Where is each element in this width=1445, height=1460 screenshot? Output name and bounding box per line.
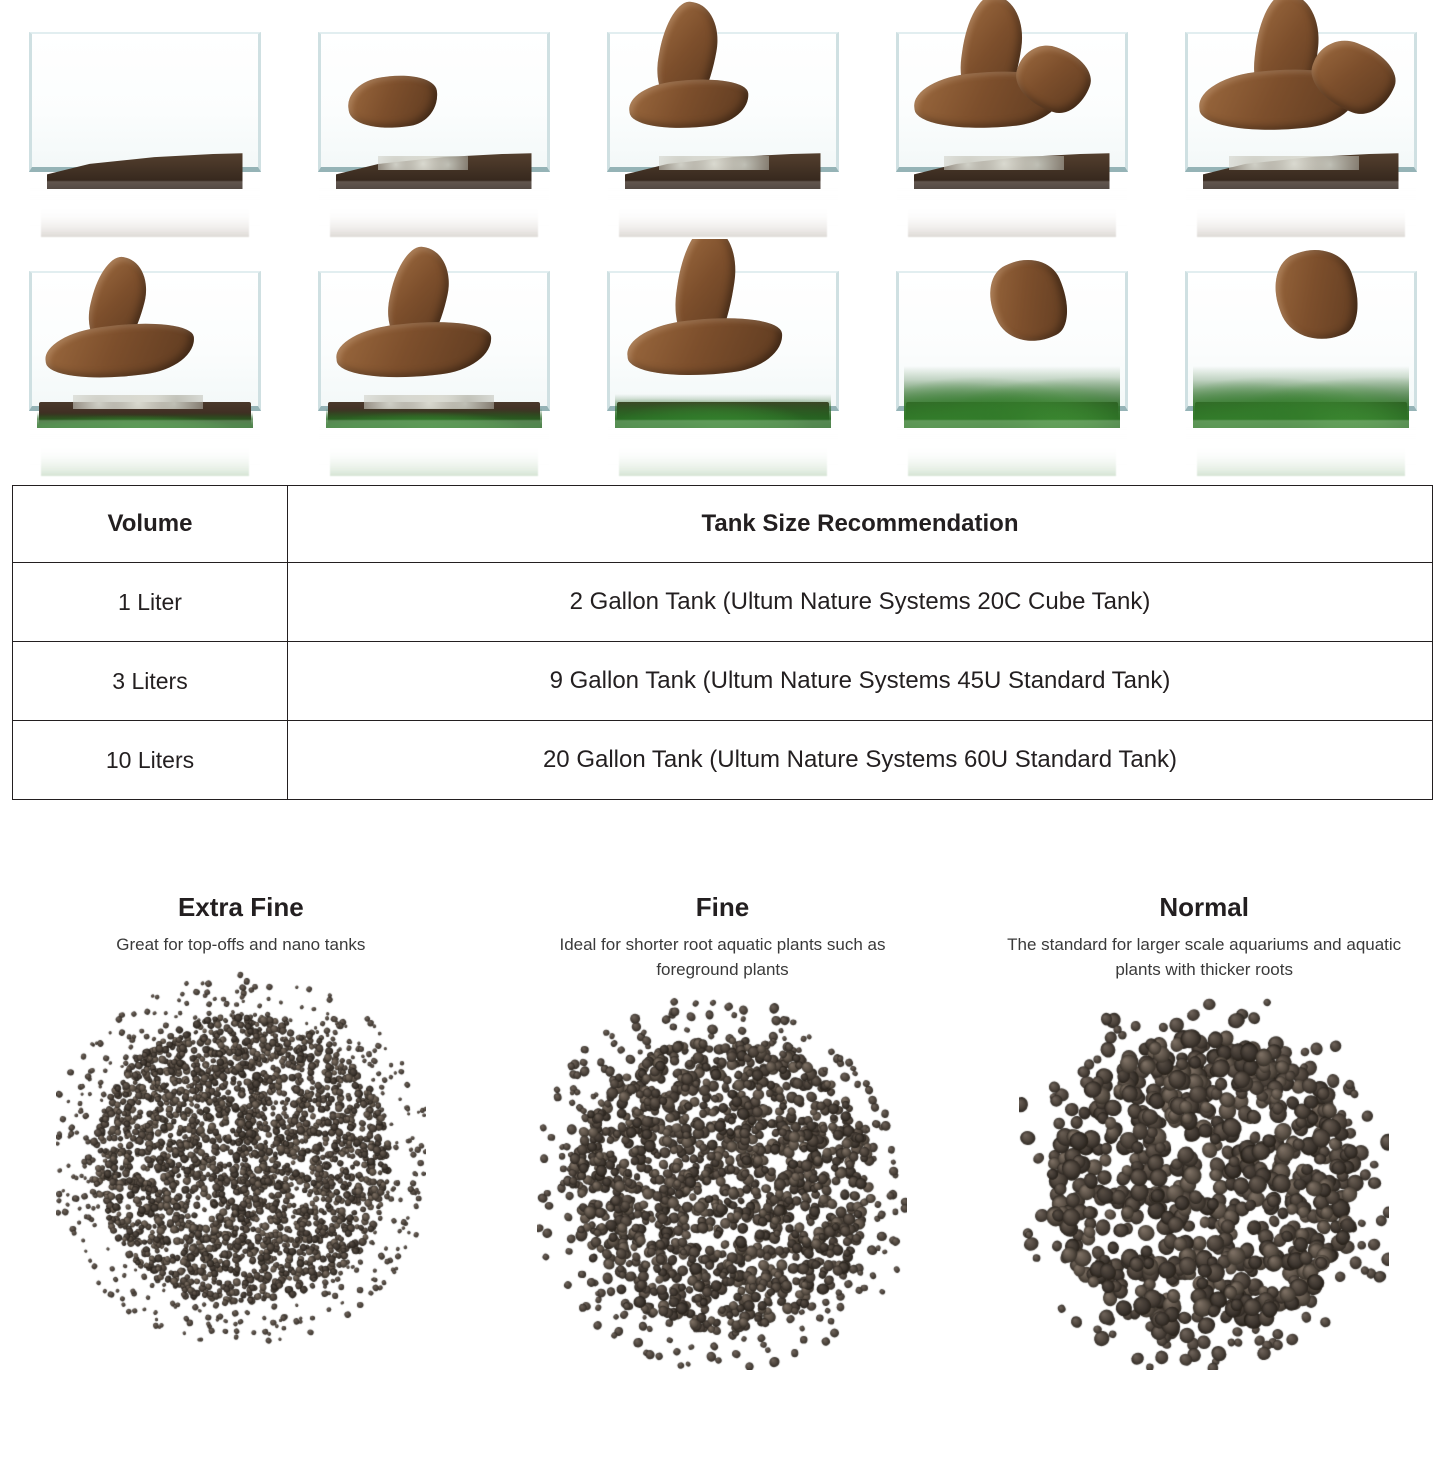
aquascape-progression-photos (0, 0, 1445, 478)
cell-volume: 3 Liters (13, 642, 288, 721)
stones (378, 156, 468, 170)
cell-volume: 10 Liters (13, 721, 288, 800)
substrate-pile-image (537, 990, 907, 1370)
grain-description: The standard for larger scale aquariums and aquatic plants with thicker roots (1007, 935, 1402, 979)
cell-recommendation: 9 Gallon Tank (Ultum Nature Systems 45U Standard Tank) (288, 642, 1433, 721)
substrate-pile-image (1019, 990, 1389, 1370)
aquatic-plants (1193, 366, 1409, 428)
tank-reflection (607, 181, 839, 237)
grain-title: Fine (695, 892, 750, 922)
tank-glass (29, 32, 261, 172)
stones (944, 156, 1064, 170)
grain-option-normal (963, 860, 1445, 1460)
tank-reflection (29, 181, 261, 237)
aquatic-plants (904, 366, 1120, 428)
tank-photo-stage-2 (289, 0, 578, 239)
tank-photo-stage-1 (0, 0, 289, 239)
tank-reflection (607, 420, 839, 476)
tank-photo-stage-10 (1156, 239, 1445, 478)
substrate-pile-image (56, 966, 426, 1346)
cell-volume: 1 Liter (13, 563, 288, 642)
grain-title: Normal (1159, 892, 1249, 922)
tank-photo-stage-9 (867, 239, 1156, 478)
tank-reflection (1185, 181, 1417, 237)
tank-photo-stage-3 (578, 0, 867, 239)
stones (1229, 156, 1359, 170)
table-header-row (13, 486, 1433, 563)
tank-reflection (896, 420, 1128, 476)
grain-option-extra-fine (0, 860, 482, 1460)
tank-photo-stage-4 (867, 0, 1156, 239)
tank-size-recommendation-table (12, 485, 1433, 800)
grain-option-fine (482, 860, 964, 1460)
tank-reflection (896, 181, 1128, 237)
stones (364, 395, 494, 409)
stones (659, 156, 769, 170)
grain-size-comparison (0, 860, 1445, 1460)
column-header-recommendation: Tank Size Recommendation (288, 486, 1433, 563)
grain-description: Great for top-offs and nano tanks (116, 935, 366, 954)
tank-reflection (318, 181, 550, 237)
cell-recommendation: 20 Gallon Tank (Ultum Nature Systems 60U Standard Tank) (288, 721, 1433, 800)
tank-photo-stage-8 (578, 239, 867, 478)
table-row (13, 721, 1433, 800)
tank-reflection (29, 420, 261, 476)
stones (73, 395, 203, 409)
table-row (13, 563, 1433, 642)
grain-description: Ideal for shorter root aquatic plants such as foreground plants (559, 935, 886, 979)
cell-recommendation: 2 Gallon Tank (Ultum Nature Systems 20C Cube Tank) (288, 563, 1433, 642)
column-header-volume: Volume (13, 486, 288, 563)
tank-photo-stage-5 (1156, 0, 1445, 239)
tank-photo-stage-6 (0, 239, 289, 478)
grain-title: Extra Fine (177, 892, 304, 922)
table-row (13, 642, 1433, 721)
tank-reflection (318, 420, 550, 476)
tank-photo-stage-7 (289, 239, 578, 478)
tank-reflection (1185, 420, 1417, 476)
